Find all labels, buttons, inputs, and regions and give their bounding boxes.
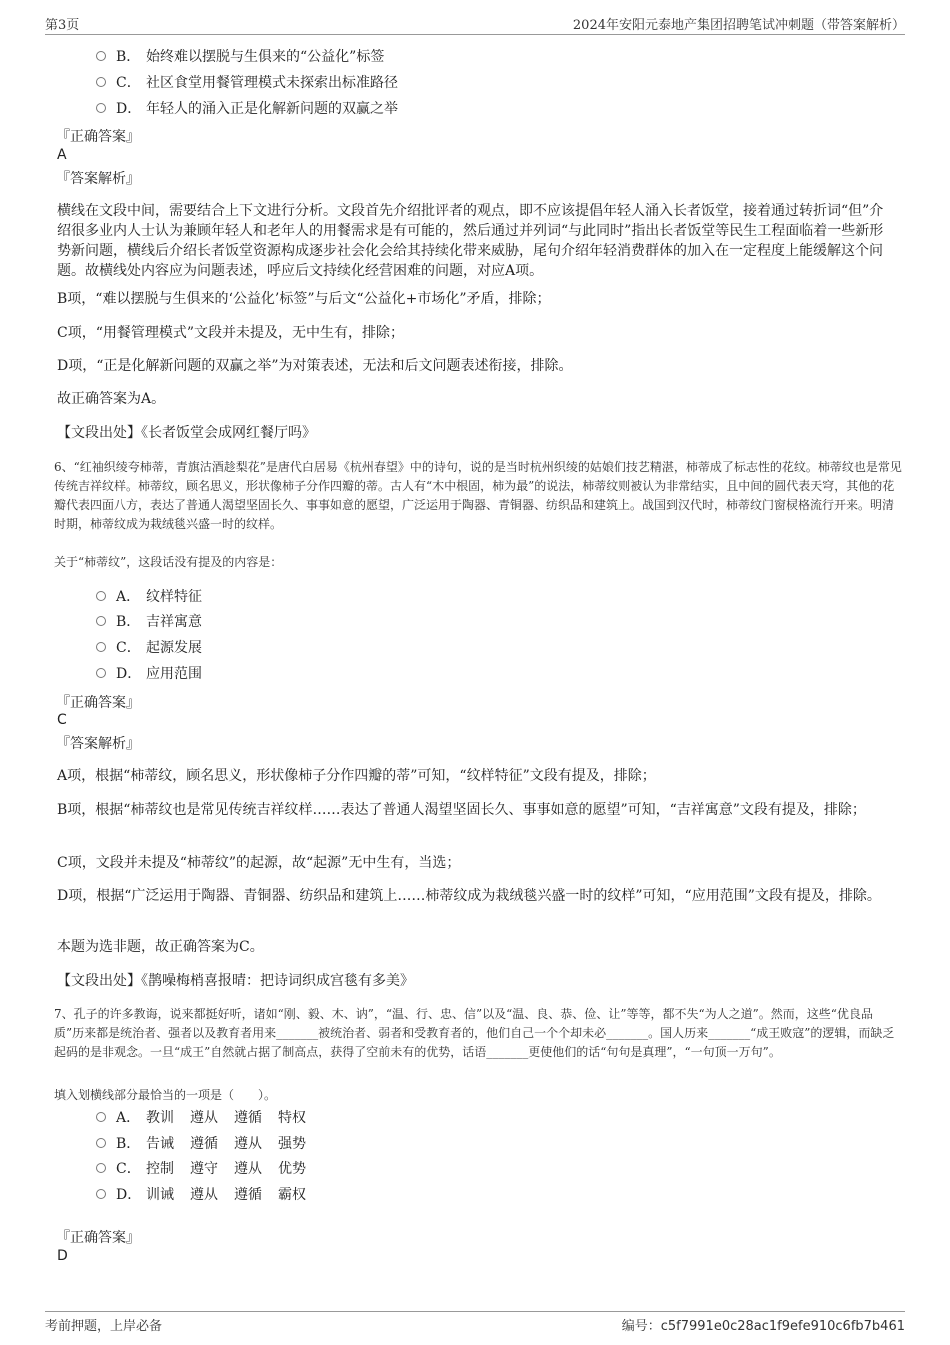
radio-icon[interactable] bbox=[96, 591, 106, 601]
q5-analysis-d: D项，“正是化解新问题的双赢之举”为对策表述，无法和后文问题表述衔接，排除。 bbox=[57, 358, 573, 374]
q5-analysis-main: 横线在文段中间，需要结合上下文进行分析。文段首先介绍批评者的观点，即不应该提倡年轻人涌入长者饭堂，接着通过转折词“但”介绍很多业内人士认为兼顾年轻人和老年人的用餐需求是有可能的，然后通过并列词“与此同时”指出长者饭堂等民生工程面临着一些新形势新问题，横线后介绍长者饭堂资源构成逐步社会化会给其持续化带来威胁，尾句介绍年轻消费群体的加入在一定程度上能缓解这个问题。故横线处内容应为问题表述，呼应后文持续化经营困难的问题，对应A项。 bbox=[57, 203, 884, 279]
q5-analysis-label: 『答案解析』 bbox=[56, 171, 140, 187]
q6-analysis-conclusion: 本题为选非题，故正确答案为C。 bbox=[57, 939, 264, 955]
q6-stem: 6、“红袖织绫夸柿蒂，青旗沽酒趁梨花”是唐代白居易《杭州春望》中的诗句，说的是当时杭州织绫的姑娘们技艺精湛，柿蒂成了标志性的花纹。柿蒂纹也是常见传统吉祥纹样。柿蒂纹，顾名思义，形状像柿子分作四瓣的蒂。古人有“木中根固，柿为最”的说法，柿蒂纹则被认为非常结实，且中间的圆代表天穹，其他的花瓣代表四面八方，表达了普通人渴望坚固长久、事事如意的愿望，广泛运用于陶器、青铜器、纺织品和建筑上。战国到汉代时，柿蒂纹门窗棂格流行开来。明清时期，柿蒂纹成为栽绒毯兴盛一时的纹样。 bbox=[54, 460, 902, 531]
q7-option-b[interactable]: B． 告诫 遵循 遵从 强势 bbox=[96, 1134, 322, 1154]
document-title: 2024年安阳元泰地产集团招聘笔试冲刺题（带答案解析） bbox=[572, 18, 905, 33]
radio-icon[interactable] bbox=[96, 616, 106, 626]
radio-icon[interactable] bbox=[96, 642, 106, 652]
page-number: 第3页 bbox=[45, 18, 80, 33]
q5-analysis-c: C项，“用餐管理模式”文段并未提及，无中生有，排除； bbox=[57, 325, 405, 341]
q5-analysis-b: B项，“难以摆脱与生俱来的‘公益化’标签”与后文“公益化+市场化”矛盾，排除； bbox=[57, 291, 551, 307]
radio-icon[interactable] bbox=[96, 1189, 106, 1199]
q6-analysis-c: C项，文段并未提及“柿蒂纹”的起源，故“起源”无中生有，当选； bbox=[57, 855, 461, 871]
page-footer bbox=[45, 1311, 905, 1334]
q6-analysis-a: A项，根据“柿蒂纹，顾名思义，形状像柿子分作四瓣的蒂”可知，“纹样特征”文段有提及，排除； bbox=[57, 768, 656, 784]
q5-analysis-conclusion: 故正确答案为A。 bbox=[57, 391, 166, 407]
q6-analysis-b: B项，根据“柿蒂纹也是常见传统吉祥纹样……表达了普通人渴望坚固长久、事事如意的愿望”可知，“吉祥寓意”文段有提及，排除； bbox=[57, 802, 866, 818]
q6-question: 关于“柿蒂纹”，这段话没有提及的内容是： bbox=[54, 555, 283, 569]
radio-icon[interactable] bbox=[96, 1163, 106, 1173]
q6-source: 【文段出处】《鹊噪梅梢喜报晴：把诗词织成宫毯有多美》 bbox=[57, 973, 414, 989]
footer-slogan: 考前押题，上岸必备 bbox=[45, 1319, 163, 1334]
q6-analysis-label: 『答案解析』 bbox=[56, 736, 140, 752]
q7-option-d[interactable]: D． 训诫 遵从 遵循 霸权 bbox=[96, 1185, 322, 1205]
q7-answer: D bbox=[57, 1248, 68, 1264]
document-id: 编号：c5f7991e0c28ac1f9efe910c6fb7b461 bbox=[621, 1319, 905, 1334]
q6-option-d[interactable]: D． 应用范围 bbox=[96, 664, 202, 684]
radio-icon[interactable] bbox=[96, 51, 106, 61]
page-header bbox=[45, 14, 905, 35]
q7-question: 填入划横线部分最恰当的一项是（ ）。 bbox=[54, 1088, 277, 1102]
q6-option-a[interactable]: A． 纹样特征 bbox=[96, 587, 202, 607]
radio-icon[interactable] bbox=[96, 1112, 106, 1122]
q6-analysis-d: D项，根据“广泛运用于陶器、青铜器、纺织品和建筑上……柿蒂纹成为栽绒毯兴盛一时的纹样”可知，“应用范围”文段有提及，排除。 bbox=[57, 888, 881, 904]
q7-option-a[interactable]: A． 教训 遵从 遵循 特权 bbox=[96, 1108, 322, 1128]
q6-answer-label: 『正确答案』 bbox=[56, 695, 140, 711]
q6-option-b[interactable]: B． 吉祥寓意 bbox=[96, 612, 202, 632]
radio-icon[interactable] bbox=[96, 77, 106, 87]
q6-option-c[interactable]: C． 起源发展 bbox=[96, 638, 202, 658]
q5-answer-label: 『正确答案』 bbox=[56, 129, 140, 145]
q7-answer-label: 『正确答案』 bbox=[56, 1230, 140, 1246]
q5-option-b[interactable]: B． 始终难以摆脱与生俱来的“公益化”标签 bbox=[96, 47, 384, 67]
q7-option-c[interactable]: C． 控制 遵守 遵从 优势 bbox=[96, 1159, 322, 1179]
radio-icon[interactable] bbox=[96, 103, 106, 113]
radio-icon[interactable] bbox=[96, 1138, 106, 1148]
q5-source: 【文段出处】《长者饭堂会成网红餐厅吗》 bbox=[57, 425, 316, 441]
radio-icon[interactable] bbox=[96, 668, 106, 678]
q5-option-d[interactable]: D． 年轻人的涌入正是化解新问题的双赢之举 bbox=[96, 99, 398, 119]
q5-option-c[interactable]: C． 社区食堂用餐管理模式未探索出标准路径 bbox=[96, 73, 398, 93]
q6-answer: C bbox=[57, 712, 67, 728]
q5-answer: A bbox=[57, 147, 67, 163]
q7-stem: 7、孔子的许多教诲，说来都挺好听，诸如“刚、毅、木、讷”，“温、行、忠、信”以及“温、良、恭、俭、让”等等，都不失“为人之道”。然而，这些“优良品质”历来都是统治者、强者以及教育者用来_______被统治者、弱者和受教育者的，他们自己一个个却未必_______。国人历来_______“成王败寇”的逻辑，而缺乏起码的是非观念。一旦“成王”自然就占据了制高点，获得了空前未有的优势，话语_______更使他们的话“句句是真理”，“一句顶一万句”。 bbox=[54, 1007, 895, 1059]
